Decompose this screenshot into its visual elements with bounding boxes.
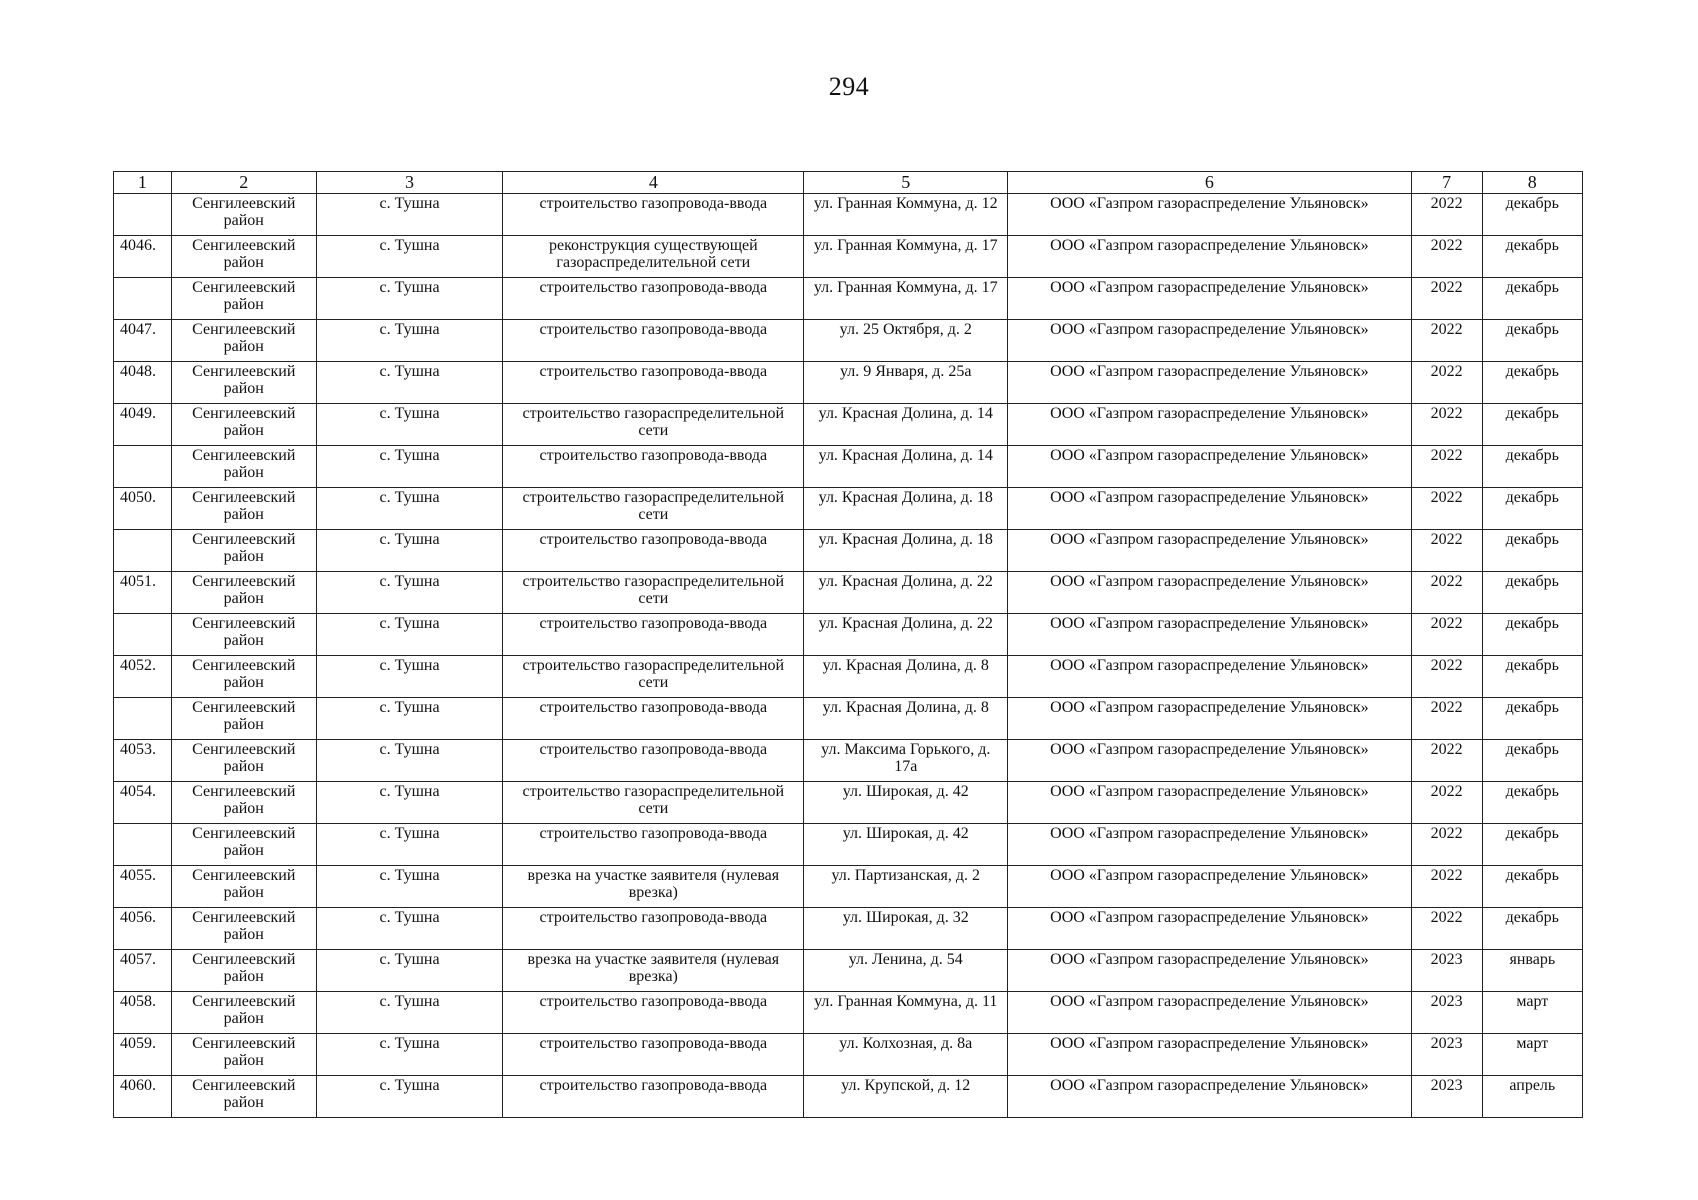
address-cell: ул. Партизанская, д. 2	[804, 866, 1008, 908]
organization-cell: ООО «Газпром газораспределение Ульяновск»	[1008, 1034, 1411, 1076]
year-cell: 2022	[1411, 698, 1482, 740]
table-row	[114, 1076, 1583, 1118]
address-cell: ул. Гранная Коммуна, д. 17	[804, 236, 1008, 278]
work-type-cell: строительство газопровода-ввода	[503, 614, 804, 656]
month-cell: март	[1482, 992, 1582, 1034]
organization-cell: ООО «Газпром газораспределение Ульяновск»	[1008, 278, 1411, 320]
district-cell: Сенгилеевский район	[171, 698, 316, 740]
year-cell: 2022	[1411, 404, 1482, 446]
district-cell: Сенгилеевский район	[171, 572, 316, 614]
row-number: 4054.	[114, 782, 172, 824]
address-cell: ул. Широкая, д. 32	[804, 908, 1008, 950]
column-header: 1	[114, 172, 172, 194]
year-cell: 2022	[1411, 656, 1482, 698]
table-row	[114, 530, 1583, 572]
table-row	[114, 488, 1583, 530]
row-number: 4057.	[114, 950, 172, 992]
column-header: 7	[1411, 172, 1482, 194]
work-type-cell: строительство газораспределительной сети	[503, 404, 804, 446]
settlement-cell: с. Тушна	[316, 194, 503, 236]
table-row	[114, 782, 1583, 824]
table-row	[114, 278, 1583, 320]
row-number: 4051.	[114, 572, 172, 614]
row-number: 4060.	[114, 1076, 172, 1118]
year-cell: 2022	[1411, 446, 1482, 488]
address-cell: ул. Красная Долина, д. 22	[804, 614, 1008, 656]
row-number: 4048.	[114, 362, 172, 404]
year-cell: 2022	[1411, 908, 1482, 950]
address-cell: ул. Гранная Коммуна, д. 17	[804, 278, 1008, 320]
organization-cell: ООО «Газпром газораспределение Ульяновск»	[1008, 824, 1411, 866]
settlement-cell: с. Тушна	[316, 824, 503, 866]
row-number: 4052.	[114, 656, 172, 698]
organization-cell: ООО «Газпром газораспределение Ульяновск»	[1008, 698, 1411, 740]
row-number	[114, 446, 172, 488]
year-cell: 2022	[1411, 194, 1482, 236]
table-row	[114, 236, 1583, 278]
district-cell: Сенгилеевский район	[171, 950, 316, 992]
organization-cell: ООО «Газпром газораспределение Ульяновск»	[1008, 992, 1411, 1034]
month-cell: декабрь	[1482, 572, 1582, 614]
month-cell: декабрь	[1482, 614, 1582, 656]
settlement-cell: с. Тушна	[316, 1076, 503, 1118]
year-cell: 2022	[1411, 740, 1482, 782]
year-cell: 2022	[1411, 824, 1482, 866]
row-number: 4047.	[114, 320, 172, 362]
table-row	[114, 572, 1583, 614]
address-cell: ул. Гранная Коммуна, д. 12	[804, 194, 1008, 236]
organization-cell: ООО «Газпром газораспределение Ульяновск»	[1008, 950, 1411, 992]
district-cell: Сенгилеевский район	[171, 740, 316, 782]
address-cell: ул. Широкая, д. 42	[804, 782, 1008, 824]
settlement-cell: с. Тушна	[316, 908, 503, 950]
row-number: 4046.	[114, 236, 172, 278]
organization-cell: ООО «Газпром газораспределение Ульяновск»	[1008, 320, 1411, 362]
address-cell: ул. Красная Долина, д. 18	[804, 488, 1008, 530]
settlement-cell: с. Тушна	[316, 1034, 503, 1076]
year-cell: 2022	[1411, 236, 1482, 278]
year-cell: 2022	[1411, 572, 1482, 614]
settlement-cell: с. Тушна	[316, 740, 503, 782]
month-cell: декабрь	[1482, 824, 1582, 866]
column-header: 4	[503, 172, 804, 194]
settlement-cell: с. Тушна	[316, 236, 503, 278]
table-row	[114, 320, 1583, 362]
table-row	[114, 908, 1583, 950]
settlement-cell: с. Тушна	[316, 782, 503, 824]
organization-cell: ООО «Газпром газораспределение Ульяновск»	[1008, 740, 1411, 782]
year-cell: 2022	[1411, 782, 1482, 824]
year-cell: 2022	[1411, 866, 1482, 908]
work-type-cell: строительство газопровода-ввода	[503, 1034, 804, 1076]
row-number	[114, 278, 172, 320]
year-cell: 2022	[1411, 362, 1482, 404]
settlement-cell: с. Тушна	[316, 362, 503, 404]
table-row	[114, 1034, 1583, 1076]
district-cell: Сенгилеевский район	[171, 194, 316, 236]
month-cell: декабрь	[1482, 446, 1582, 488]
row-number: 4056.	[114, 908, 172, 950]
table-row	[114, 656, 1583, 698]
table-row	[114, 446, 1583, 488]
row-number: 4049.	[114, 404, 172, 446]
organization-cell: ООО «Газпром газораспределение Ульяновск»	[1008, 194, 1411, 236]
table-row	[114, 614, 1583, 656]
organization-cell: ООО «Газпром газораспределение Ульяновск»	[1008, 572, 1411, 614]
address-cell: ул. Красная Долина, д. 14	[804, 404, 1008, 446]
organization-cell: ООО «Газпром газораспределение Ульяновск»	[1008, 1076, 1411, 1118]
district-cell: Сенгилеевский район	[171, 320, 316, 362]
work-type-cell: строительство газопровода-ввода	[503, 446, 804, 488]
table-row	[114, 950, 1583, 992]
year-cell: 2023	[1411, 1034, 1482, 1076]
organization-cell: ООО «Газпром газораспределение Ульяновск»	[1008, 614, 1411, 656]
registry-table	[113, 171, 1583, 1118]
settlement-cell: с. Тушна	[316, 320, 503, 362]
address-cell: ул. Красная Долина, д. 14	[804, 446, 1008, 488]
row-number	[114, 194, 172, 236]
settlement-cell: с. Тушна	[316, 614, 503, 656]
row-number: 4059.	[114, 1034, 172, 1076]
address-cell: ул. Красная Долина, д. 8	[804, 656, 1008, 698]
month-cell: декабрь	[1482, 320, 1582, 362]
district-cell: Сенгилеевский район	[171, 782, 316, 824]
district-cell: Сенгилеевский район	[171, 404, 316, 446]
work-type-cell: строительство газопровода-ввода	[503, 824, 804, 866]
work-type-cell: строительство газораспределительной сети	[503, 656, 804, 698]
table-row	[114, 992, 1583, 1034]
work-type-cell: строительство газопровода-ввода	[503, 740, 804, 782]
year-cell: 2022	[1411, 488, 1482, 530]
organization-cell: ООО «Газпром газораспределение Ульяновск»	[1008, 656, 1411, 698]
settlement-cell: с. Тушна	[316, 992, 503, 1034]
month-cell: декабрь	[1482, 908, 1582, 950]
district-cell: Сенгилеевский район	[171, 362, 316, 404]
month-cell: декабрь	[1482, 530, 1582, 572]
month-cell: декабрь	[1482, 782, 1582, 824]
organization-cell: ООО «Газпром газораспределение Ульяновск»	[1008, 236, 1411, 278]
month-cell: декабрь	[1482, 488, 1582, 530]
column-header: 2	[171, 172, 316, 194]
month-cell: декабрь	[1482, 740, 1582, 782]
district-cell: Сенгилеевский район	[171, 1076, 316, 1118]
column-header: 5	[804, 172, 1008, 194]
address-cell: ул. Красная Долина, д. 22	[804, 572, 1008, 614]
organization-cell: ООО «Газпром газораспределение Ульяновск»	[1008, 908, 1411, 950]
organization-cell: ООО «Газпром газораспределение Ульяновск»	[1008, 866, 1411, 908]
work-type-cell: строительство газопровода-ввода	[503, 698, 804, 740]
district-cell: Сенгилеевский район	[171, 992, 316, 1034]
settlement-cell: с. Тушна	[316, 488, 503, 530]
table-row	[114, 194, 1583, 236]
work-type-cell: строительство газопровода-ввода	[503, 908, 804, 950]
district-cell: Сенгилеевский район	[171, 1034, 316, 1076]
month-cell: декабрь	[1482, 656, 1582, 698]
settlement-cell: с. Тушна	[316, 278, 503, 320]
work-type-cell: врезка на участке заявителя (нулевая врезка)	[503, 950, 804, 992]
work-type-cell: врезка на участке заявителя (нулевая врезка)	[503, 866, 804, 908]
address-cell: ул. 9 Января, д. 25а	[804, 362, 1008, 404]
district-cell: Сенгилеевский район	[171, 278, 316, 320]
row-number	[114, 530, 172, 572]
table-row	[114, 824, 1583, 866]
address-cell: ул. Колхозная, д. 8а	[804, 1034, 1008, 1076]
work-type-cell: строительство газораспределительной сети	[503, 488, 804, 530]
address-cell: ул. Максима Горького, д. 17а	[804, 740, 1008, 782]
district-cell: Сенгилеевский район	[171, 908, 316, 950]
row-number: 4053.	[114, 740, 172, 782]
column-header: 3	[316, 172, 503, 194]
month-cell: апрель	[1482, 1076, 1582, 1118]
work-type-cell: строительство газопровода-ввода	[503, 362, 804, 404]
table-row	[114, 404, 1583, 446]
column-header: 8	[1482, 172, 1582, 194]
month-cell: декабрь	[1482, 236, 1582, 278]
address-cell: ул. Красная Долина, д. 18	[804, 530, 1008, 572]
table-body	[114, 194, 1583, 1118]
month-cell: декабрь	[1482, 278, 1582, 320]
year-cell: 2022	[1411, 320, 1482, 362]
settlement-cell: с. Тушна	[316, 950, 503, 992]
month-cell: декабрь	[1482, 362, 1582, 404]
row-number	[114, 614, 172, 656]
district-cell: Сенгилеевский район	[171, 866, 316, 908]
district-cell: Сенгилеевский район	[171, 236, 316, 278]
table-row	[114, 698, 1583, 740]
work-type-cell: строительство газопровода-ввода	[503, 194, 804, 236]
settlement-cell: с. Тушна	[316, 866, 503, 908]
work-type-cell: строительство газопровода-ввода	[503, 530, 804, 572]
district-cell: Сенгилеевский район	[171, 446, 316, 488]
settlement-cell: с. Тушна	[316, 404, 503, 446]
year-cell: 2023	[1411, 1076, 1482, 1118]
work-type-cell: строительство газопровода-ввода	[503, 320, 804, 362]
work-type-cell: строительство газопровода-ввода	[503, 992, 804, 1034]
year-cell: 2022	[1411, 278, 1482, 320]
table-row	[114, 866, 1583, 908]
work-type-cell: строительство газопровода-ввода	[503, 1076, 804, 1118]
organization-cell: ООО «Газпром газораспределение Ульяновск»	[1008, 530, 1411, 572]
month-cell: декабрь	[1482, 866, 1582, 908]
row-number: 4055.	[114, 866, 172, 908]
month-cell: декабрь	[1482, 698, 1582, 740]
district-cell: Сенгилеевский район	[171, 656, 316, 698]
district-cell: Сенгилеевский район	[171, 488, 316, 530]
work-type-cell: реконструкция существующей газораспределительной сети	[503, 236, 804, 278]
district-cell: Сенгилеевский район	[171, 530, 316, 572]
district-cell: Сенгилеевский район	[171, 614, 316, 656]
settlement-cell: с. Тушна	[316, 656, 503, 698]
row-number	[114, 824, 172, 866]
address-cell: ул. Гранная Коммуна, д. 11	[804, 992, 1008, 1034]
address-cell: ул. Широкая, д. 42	[804, 824, 1008, 866]
year-cell: 2023	[1411, 950, 1482, 992]
organization-cell: ООО «Газпром газораспределение Ульяновск»	[1008, 404, 1411, 446]
table-row	[114, 740, 1583, 782]
row-number	[114, 698, 172, 740]
month-cell: декабрь	[1482, 194, 1582, 236]
settlement-cell: с. Тушна	[316, 530, 503, 572]
organization-cell: ООО «Газпром газораспределение Ульяновск»	[1008, 488, 1411, 530]
work-type-cell: строительство газораспределительной сети	[503, 572, 804, 614]
address-cell: ул. Крупской, д. 12	[804, 1076, 1008, 1118]
settlement-cell: с. Тушна	[316, 698, 503, 740]
organization-cell: ООО «Газпром газораспределение Ульяновск»	[1008, 362, 1411, 404]
settlement-cell: с. Тушна	[316, 572, 503, 614]
organization-cell: ООО «Газпром газораспределение Ульяновск»	[1008, 446, 1411, 488]
year-cell: 2022	[1411, 614, 1482, 656]
settlement-cell: с. Тушна	[316, 446, 503, 488]
organization-cell: ООО «Газпром газораспределение Ульяновск»	[1008, 782, 1411, 824]
address-cell: ул. Ленина, д. 54	[804, 950, 1008, 992]
row-number: 4058.	[114, 992, 172, 1034]
month-cell: декабрь	[1482, 404, 1582, 446]
year-cell: 2023	[1411, 992, 1482, 1034]
month-cell: март	[1482, 1034, 1582, 1076]
district-cell: Сенгилеевский район	[171, 824, 316, 866]
row-number: 4050.	[114, 488, 172, 530]
address-cell: ул. Красная Долина, д. 8	[804, 698, 1008, 740]
column-header: 6	[1008, 172, 1411, 194]
work-type-cell: строительство газораспределительной сети	[503, 782, 804, 824]
work-type-cell: строительство газопровода-ввода	[503, 278, 804, 320]
address-cell: ул. 25 Октября, д. 2	[804, 320, 1008, 362]
header-row	[114, 172, 1583, 194]
month-cell: январь	[1482, 950, 1582, 992]
year-cell: 2022	[1411, 530, 1482, 572]
page-number: 294	[828, 72, 870, 101]
table-row	[114, 362, 1583, 404]
